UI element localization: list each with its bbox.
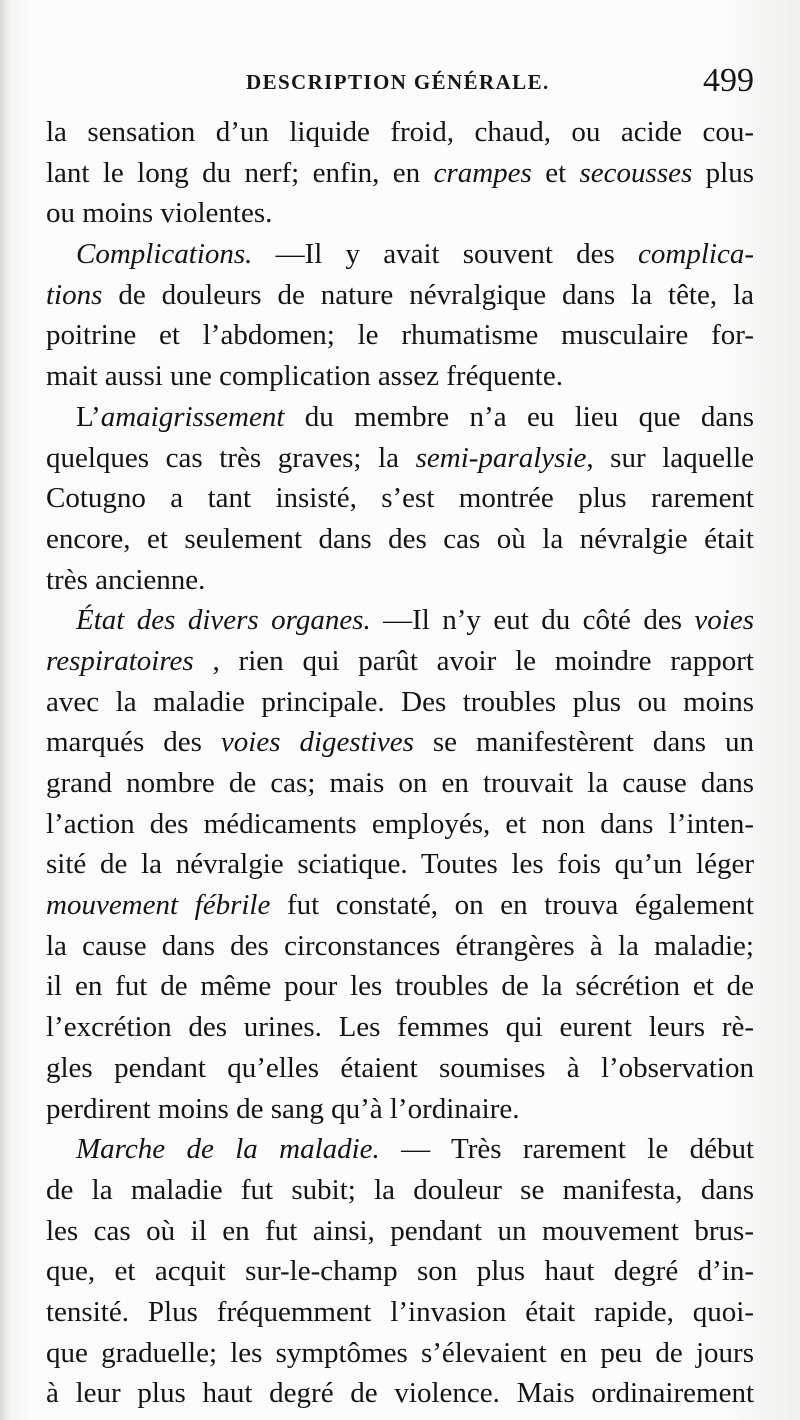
- text-run: que, et acquit sur-le-champ son plus haut degré d’in-: [46, 1255, 754, 1288]
- italic-term: semi-paralysie: [415, 441, 587, 474]
- text-run: de la maladie fut subit; la douleur se manifesta, dans: [46, 1173, 754, 1206]
- text-run: que graduelle; les symptômes s’élevaient en peu de jours: [46, 1336, 754, 1369]
- text-run: l’action des médicaments employés, et non dans l’inten-: [46, 807, 754, 840]
- italic-term: voies digestives: [220, 726, 414, 759]
- text-line: [46, 560, 754, 601]
- italic-term: respiratoires: [46, 644, 194, 677]
- italic-term: État des divers organes.: [76, 604, 371, 637]
- text-run: ou moins violentes.: [46, 197, 273, 230]
- text-run: se manifestèrent dans un: [413, 726, 754, 759]
- text-run: très ancienne.: [46, 563, 206, 596]
- text-run: il en fut de même pour les troubles de la sécrétion et de: [46, 970, 754, 1003]
- text-line: [46, 885, 754, 926]
- text-run: L’: [76, 400, 101, 433]
- text-line: [46, 112, 754, 153]
- text-run: de douleurs de nature névralgique dans la tête, la: [102, 278, 754, 311]
- italic-term: Marche de la maladie.: [76, 1133, 380, 1166]
- text-run: poitrine et l’abdomen; le rhumatisme musculaire for-: [46, 319, 754, 352]
- text-line: [46, 478, 754, 519]
- text-line: [46, 600, 754, 641]
- text-line: [46, 763, 754, 804]
- text-line: [46, 438, 754, 479]
- text-line: [46, 397, 754, 438]
- text-line: [46, 966, 754, 1007]
- text-line: [46, 1007, 754, 1048]
- text-run: encore, et seulement dans des cas où la névralgie était: [46, 522, 754, 555]
- italic-term: voies: [694, 604, 754, 637]
- text-line: [46, 1251, 754, 1292]
- text-run: tensité. Plus fréquemment l’invasion était rapide, quoi-: [46, 1295, 754, 1328]
- text-line: [46, 1373, 754, 1414]
- text-line: [46, 1048, 754, 1089]
- italic-term: tions: [46, 278, 103, 311]
- text-line: [46, 844, 754, 885]
- text-run: plus: [692, 156, 754, 189]
- text-run: du membre n’a eu lieu que dans: [284, 400, 754, 433]
- text-run: — Très rarement le début: [379, 1133, 755, 1166]
- text-line: [46, 926, 754, 967]
- page-number: 499: [703, 62, 754, 99]
- text-run: grand nombre de cas; mais on en trouvait la cause dans: [46, 767, 754, 799]
- text-run: quelques cas très graves; la: [46, 441, 416, 474]
- italic-term: secousses: [579, 156, 693, 189]
- page-header: [48, 62, 754, 108]
- text-line: [46, 275, 754, 316]
- text-line: [46, 1129, 754, 1170]
- text-run: la sensation d’un liquide froid, chaud, ou acide cou-: [46, 116, 754, 148]
- text-line: [46, 682, 754, 723]
- text-line: [46, 1170, 754, 1211]
- text-run: fut constaté, on en trouva également: [270, 889, 754, 922]
- running-title: DESCRIPTION GÉNÉRALE.: [246, 70, 550, 94]
- body-text: [46, 112, 754, 1414]
- italic-term: amaigrissement: [100, 400, 285, 433]
- italic-term: crampes: [433, 156, 532, 189]
- text-run: sité de la névralgie sciatique. Toutes les fois qu’un léger: [46, 848, 754, 881]
- text-line: [46, 234, 754, 275]
- text-run: gles pendant qu’elles étaient soumises à l’observation: [46, 1051, 754, 1084]
- text-line: [46, 1292, 754, 1333]
- text-line: [46, 1089, 754, 1130]
- text-line: [46, 153, 754, 194]
- text-line: [46, 804, 754, 845]
- text-run: , rien qui parût avoir le moindre rapport: [193, 644, 754, 677]
- text-run: à leur plus haut degré de violence. Mais ordinairement: [46, 1377, 754, 1410]
- text-run: perdirent moins de sang qu’à l’ordinaire.: [46, 1092, 520, 1125]
- text-line: [46, 641, 754, 682]
- text-line: [46, 315, 754, 356]
- text-line: [46, 193, 754, 234]
- text-run: avec la maladie principale. Des troubles plus ou moins: [46, 685, 754, 718]
- italic-term: complica-: [638, 238, 754, 271]
- text-run: Cotugno a tant insisté, s’est montrée plus rarement: [46, 482, 754, 515]
- text-line: [46, 722, 754, 763]
- italic-term: Complications.: [76, 238, 253, 271]
- text-line: [46, 1333, 754, 1374]
- text-run: la cause dans des circonstances étrangères à la maladie;: [46, 929, 754, 962]
- text-run: mait aussi une complication assez fréquente.: [46, 360, 563, 393]
- italic-term: mouvement fébrile: [46, 889, 271, 922]
- text-run: marqués des: [46, 726, 221, 759]
- text-run: , sur laquelle: [586, 441, 754, 474]
- text-run: —Il n’y eut du côté des: [370, 604, 695, 637]
- text-run: —Il y avait souvent des: [252, 238, 639, 271]
- text-line: [46, 1211, 754, 1252]
- text-run: l’excrétion des urines. Les femmes qui eurent leurs rè-: [46, 1011, 754, 1044]
- text-run: et: [531, 156, 580, 189]
- text-run: lant le long du nerf; enfin, en: [46, 156, 434, 189]
- text-line: [46, 519, 754, 560]
- text-run: les cas où il en fut ainsi, pendant un mouvement brus-: [46, 1214, 754, 1247]
- text-line: [46, 356, 754, 397]
